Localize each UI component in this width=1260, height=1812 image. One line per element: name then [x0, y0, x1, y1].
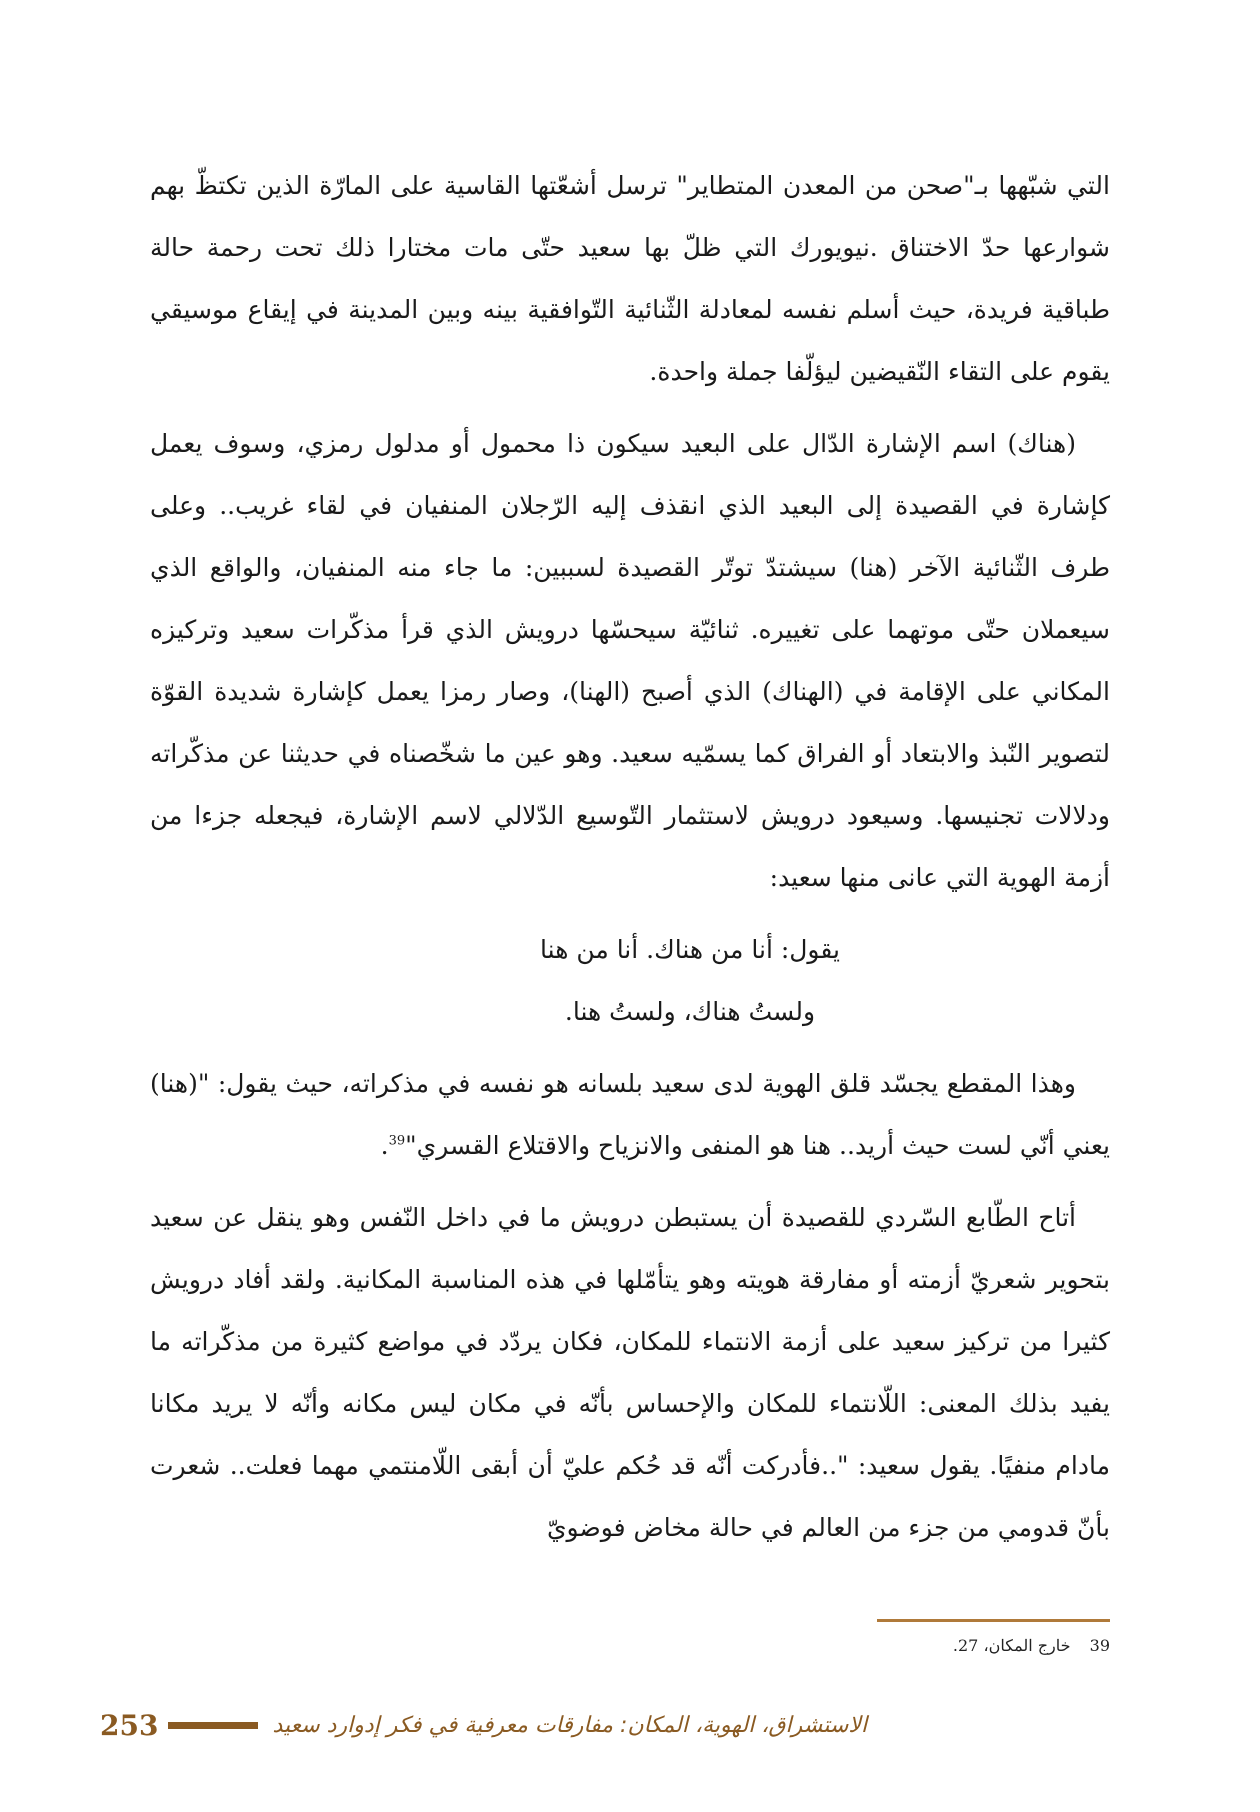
book-title: الاستشراق، الهوية، المكان: مفارقات معرفية في فكر إدوارد سعيد — [272, 1712, 868, 1738]
footnote-text: خارج المكان، 27. — [952, 1636, 1071, 1655]
page-footer — [100, 1700, 1110, 1750]
paragraph-4: أتاح الطّابع السّردي للقصيدة أن يستبطن درويش ما في داخل النّفس وهو ينقل عن سعيد بتحوير شعريّ أزمته أو مفارقة هويته وهو يتأمّلها في هذه المناسبة المكانية. ولقد أفاد درويش كثيرا من تركيز سعيد على أزمة الانتماء للمكان، فكان يردّد في مواضع كثيرة من مذكّراته ما يفيد بذلك المعنى: اللّانتماء للمكان والإحساس بأنّه في مكان ليس مكانه وأنّه لا يريد مكانا مادام منفيًا. يقول سعيد: "..فأدركت أنّه قد حُكم عليّ أن أبقى اللّامنتمي مهما فعلت.. شعرت بأنّ قدومي من جزء من العالم في حالة مخاض فوضويّ — [150, 1203, 1110, 1542]
poem-line-2: ولستُ هناك، ولستُ هنا. — [564, 997, 816, 1026]
footnote-divider — [877, 1619, 1110, 1622]
quote-paragraph-end: . — [380, 1131, 389, 1160]
poem-excerpt — [150, 919, 1110, 1043]
footnote-reference[interactable]: 39 — [388, 1133, 406, 1149]
footer-bar-decoration — [168, 1722, 258, 1729]
quote-paragraph-text: وهذا المقطع يجسّد قلق الهوية لدى سعيد بلسانه هو نفسه في مذكراته، حيث يقول: "(هنا) يعني أنّي لست حيث أريد.. هنا هو المنفى والانزياح والاقتلاع القسري" — [150, 1069, 1110, 1160]
footnote — [700, 1633, 1110, 1659]
quote-paragraph — [150, 1053, 1110, 1177]
paragraph-1: التي شبّهها بـ"صحن من المعدن المتطاير" ترسل أشعّتها القاسية على المارّة الذين تكتظّ بهم شوارعها حدّ الاختناق .نيويورك التي ظلّ بها سعيد حتّى مات مختارا ذلك تحت رحمة حالة طباقية فريدة، حيث أسلم نفسه لمعادلة الثّنائية التّوافقية بينه وبين المدينة في إيقاع موسيقي يقوم على التقاء النّقيضين ليؤلّفا جملة واحدة. — [150, 171, 1110, 386]
paragraph-2: (هناك) اسم الإشارة الدّال على البعيد سيكون ذا محمول أو مدلول رمزي، وسوف يعمل كإشارة في القصيدة إلى البعيد الذي انقذف إليه الرّجلان المنفيان في لقاء غريب.. وعلى طرف الثّنائية الآخر (هنا) سيشتدّ توتّر القصيدة لسببين: ما جاء منه المنفيان، والواقع الذي سيعملان حتّى موتهما على تغييره. ثنائيّة سيحسّها درويش الذي قرأ مذكّرات سعيد وتركيزه المكاني على الإقامة في (الهناك) الذي أصبح (الهنا)، وصار رمزا يعمل كإشارة شديدة القوّة لتصوير النّبذ والابتعاد أو الفراق كما يسمّيه سعيد. وهو عين ما شخّصناه في حديثنا عن مذكّراته ودلالات تجنيسها. وسيعود درويش لاستثمار التّوسيع الدّلالي لاسم الإشارة، فيجعله جزءا من أزمة الهوية التي عانى منها سعيد: — [150, 429, 1110, 892]
poem-line-1: يقول: أنا من هناك. أنا من هنا — [540, 935, 840, 964]
page-number: 253 — [100, 1708, 159, 1742]
body-text — [150, 155, 1110, 1569]
footnote-number: 39 — [1089, 1636, 1110, 1655]
